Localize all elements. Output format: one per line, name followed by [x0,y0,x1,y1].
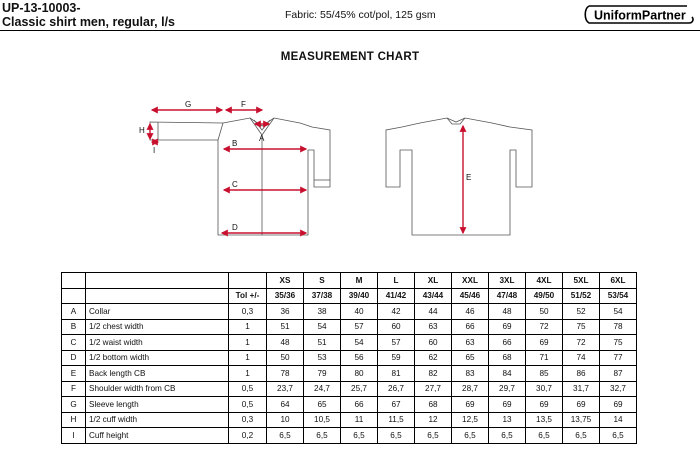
shirt-diagram [0,90,700,250]
row-value: 65 [304,397,341,413]
row-value: 56 [341,350,378,366]
row-value: 79 [304,366,341,382]
size-number: 53/54 [600,288,637,304]
row-code: I [62,428,86,444]
row-value: 85 [526,366,563,382]
row-value: 69 [489,319,526,335]
row-value: 27,7 [415,381,452,397]
size-number: 39/40 [341,288,378,304]
row-code: E [62,366,86,382]
size-number: 51/52 [563,288,600,304]
row-value: 50 [267,350,304,366]
size-label: 6XL [600,273,637,289]
row-value: 72 [526,319,563,335]
row-value: 6,5 [415,428,452,444]
row-label: Back length CB [86,366,229,382]
row-tolerance: 0,3 [229,412,267,428]
table-row [62,428,637,444]
measurement-table [61,272,637,444]
row-value: 48 [267,335,304,351]
size-number: 45/46 [452,288,489,304]
row-value: 66 [489,335,526,351]
row-value: 29,7 [489,381,526,397]
page-title: MEASUREMENT CHART [280,51,420,63]
front-shirt [150,118,330,235]
row-value: 63 [415,319,452,335]
row-value: 51 [267,319,304,335]
row-tolerance: 0,5 [229,381,267,397]
label-f: F [241,100,246,109]
row-value: 24,7 [304,381,341,397]
row-value: 81 [378,366,415,382]
row-value: 13 [489,412,526,428]
size-label: L [378,273,415,289]
row-value: 38 [304,304,341,320]
row-code: G [62,397,86,413]
row-value: 12 [415,412,452,428]
row-value: 48 [489,304,526,320]
row-value: 69 [600,397,637,413]
row-value: 50 [526,304,563,320]
label-h: H [139,126,145,135]
size-header-row [62,273,637,289]
row-value: 78 [600,319,637,335]
row-label: Cuff height [86,428,229,444]
label-c: C [232,180,238,189]
row-value: 57 [341,319,378,335]
size-label: 3XL [489,273,526,289]
row-value: 46 [452,304,489,320]
row-value: 6,5 [489,428,526,444]
size-label: 4XL [526,273,563,289]
row-value: 52 [563,304,600,320]
row-value: 77 [600,350,637,366]
row-code: B [62,319,86,335]
row-code: F [62,381,86,397]
row-value: 75 [563,319,600,335]
row-value: 68 [489,350,526,366]
tolerance-header: Tol +/- [229,288,267,304]
row-value: 60 [378,319,415,335]
table-row [62,397,637,413]
brand-logo [583,3,695,26]
row-value: 69 [452,397,489,413]
table-row [62,304,637,320]
row-value: 63 [452,335,489,351]
header-divider [0,30,700,31]
row-value: 6,5 [563,428,600,444]
brand-name: UniformPartner [594,8,686,23]
row-label: 1/2 chest width [86,319,229,335]
row-value: 75 [600,335,637,351]
row-label: Collar [86,304,229,320]
size-number: 41/42 [378,288,415,304]
row-value: 86 [563,366,600,382]
row-value: 44 [415,304,452,320]
row-tolerance: 1 [229,366,267,382]
row-code: H [62,412,86,428]
row-value: 68 [415,397,452,413]
row-value: 10,5 [304,412,341,428]
label-g: G [185,100,192,109]
table-row [62,350,637,366]
row-value: 42 [378,304,415,320]
row-value: 66 [452,319,489,335]
row-value: 72 [563,335,600,351]
product-code: UP-13-10003- [2,1,81,15]
row-value: 69 [563,397,600,413]
row-value: 80 [341,366,378,382]
row-value: 6,5 [378,428,415,444]
size-label: S [304,273,341,289]
row-value: 74 [563,350,600,366]
row-label: Shoulder width from CB [86,381,229,397]
row-tolerance: 1 [229,335,267,351]
size-label: 5XL [563,273,600,289]
row-value: 6,5 [600,428,637,444]
row-value: 13,5 [526,412,563,428]
table-row [62,381,637,397]
row-value: 10 [267,412,304,428]
row-value: 13,75 [563,412,600,428]
fabric-info: Fabric: 55/45% cot/pol, 125 gsm [285,9,436,21]
row-value: 67 [378,397,415,413]
product-name: Classic shirt men, regular, l/s [2,15,175,29]
label-b: B [232,139,238,148]
row-value: 12,5 [452,412,489,428]
table-row [62,335,637,351]
row-value: 54 [341,335,378,351]
row-value: 64 [267,397,304,413]
size-number: 47/48 [489,288,526,304]
row-value: 69 [489,397,526,413]
row-tolerance: 0,5 [229,397,267,413]
row-value: 51 [304,335,341,351]
row-tolerance: 0,3 [229,304,267,320]
row-value: 30,7 [526,381,563,397]
row-value: 69 [526,335,563,351]
row-value: 6,5 [304,428,341,444]
size-number: 49/50 [526,288,563,304]
row-tolerance: 1 [229,319,267,335]
size-number: 43/44 [415,288,452,304]
label-i: I [153,146,156,155]
row-value: 11 [341,412,378,428]
row-value: 53 [304,350,341,366]
row-code: C [62,335,86,351]
row-value: 83 [452,366,489,382]
size-label: M [341,273,378,289]
row-value: 78 [267,366,304,382]
row-value: 31,7 [563,381,600,397]
table-row [62,319,637,335]
size-label: XS [267,273,304,289]
row-label: 1/2 waist width [86,335,229,351]
row-label: 1/2 bottom width [86,350,229,366]
size-label: XXL [452,273,489,289]
row-value: 23,7 [267,381,304,397]
row-label: 1/2 cuff width [86,412,229,428]
row-value: 66 [341,397,378,413]
row-value: 6,5 [526,428,563,444]
row-label: Sleeve length [86,397,229,413]
row-value: 32,7 [600,381,637,397]
size-number-row [62,288,637,304]
row-value: 54 [600,304,637,320]
row-value: 6,5 [452,428,489,444]
row-value: 40 [341,304,378,320]
row-code: D [62,350,86,366]
row-value: 25,7 [341,381,378,397]
size-number: 37/38 [304,288,341,304]
row-value: 11,5 [378,412,415,428]
row-value: 14 [600,412,637,428]
table-row [62,412,637,428]
row-value: 65 [452,350,489,366]
row-code: A [62,304,86,320]
row-value: 71 [526,350,563,366]
row-value: 69 [526,397,563,413]
row-value: 6,5 [267,428,304,444]
row-value: 54 [304,319,341,335]
label-d: D [232,223,238,232]
row-value: 60 [415,335,452,351]
row-value: 26,7 [378,381,415,397]
row-value: 59 [378,350,415,366]
size-label: XL [415,273,452,289]
product-header [2,1,175,29]
row-tolerance: 0,2 [229,428,267,444]
row-value: 6,5 [341,428,378,444]
label-e: E [466,173,472,182]
table-row [62,366,637,382]
row-value: 57 [378,335,415,351]
row-value: 87 [600,366,637,382]
row-tolerance: 1 [229,350,267,366]
back-shirt [386,118,532,235]
size-number: 35/36 [267,288,304,304]
measurement-lines [150,110,463,233]
row-value: 82 [415,366,452,382]
row-value: 28,7 [452,381,489,397]
row-value: 62 [415,350,452,366]
label-a: A [259,134,265,143]
row-value: 36 [267,304,304,320]
row-value: 84 [489,366,526,382]
